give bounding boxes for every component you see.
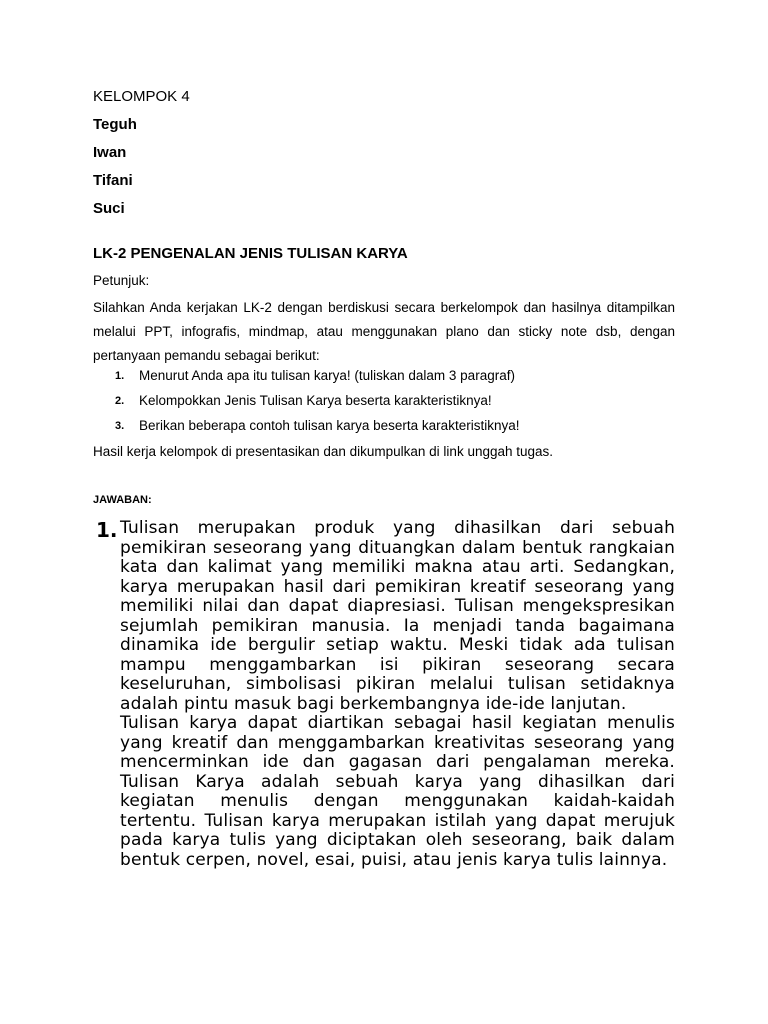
question-item [93,392,675,417]
question-text: Kelompokkan Jenis Tulisan Karya beserta karakteristiknya! [139,393,492,408]
closing-text: Hasil kerja kelompok di presentasikan dan dikumpulkan di link unggah tugas. [93,444,554,459]
question-item [93,367,675,392]
answer-number: 1. [96,518,118,542]
question-number: 2. [115,395,125,407]
worksheet-title: LK-2 PENGENALAN JENIS TULISAN KARYA [93,245,408,262]
question-list [93,367,675,442]
member-name: Tifani [93,172,133,189]
question-number: 3. [115,420,125,432]
answer-paragraph: Tulisan karya dapat diartikan sebagai hasil kegiatan menulis yang kreatif dan menggambarkan kreativitas seseorang yang mencerminkan ide dan gagasan dari pengalaman mereka. Tulisan Karya adalah sebuah karya yang dihasilkan dari kegiatan menulis dengan menggunakan kaidah-kaidah tertentu. Tulisan karya merupakan istilah yang dapat merujuk pada karya tulis yang diciptakan oleh seseorang, baik dalam bentuk cerpen, novel, esai, puisi, atau jenis karya tulis lainnya. [120,713,675,870]
instruction-label: Petunjuk: [93,273,150,288]
answers-label: JAWABAN: [93,494,152,506]
answer-body [120,519,675,870]
answer-paragraph: Tulisan merupakan produk yang dihasilkan dari sebuah pemikiran seseorang yang dituangkan dalam bentuk rangkaian kata dan kalimat yang memiliki makna atau arti. Sedangkan, karya merupakan hasil dari pemikiran kreatif seseorang yang memiliki nilai dan dapat diapresiasi. Tulisan mengekspresikan sejumlah pemikiran manusia. Ia menjadi tanda bagaimana dinamika ide bergulir setiap waktu. Meski tidak ada tulisan mampu menggambarkan isi pikiran seseorang secara keseluruhan, simbolisasi pikiran melalui tulisan setidaknya adalah pintu masuk bagi berkembangnya ide-ide lanjutan. [120,518,675,714]
member-name: Teguh [93,116,137,133]
member-name: Suci [93,200,125,217]
question-text: Berikan beberapa contoh tulisan karya beserta karakteristiknya! [139,418,520,433]
member-name: Iwan [93,144,127,161]
question-number: 1. [115,370,125,382]
question-item [93,417,675,442]
question-text: Menurut Anda apa itu tulisan karya! (tuliskan dalam 3 paragraf) [139,368,515,383]
instruction-text: Silahkan Anda kerjakan LK-2 dengan berdiskusi secara berkelompok dan hasilnya ditampilkan melalui PPT, infografis, mindmap, atau menggunakan plano dan sticky note dsb, dengan pertanyaan pemandu sebagai berikut: [93,300,675,363]
group-title: KELOMPOK 4 [93,88,190,105]
